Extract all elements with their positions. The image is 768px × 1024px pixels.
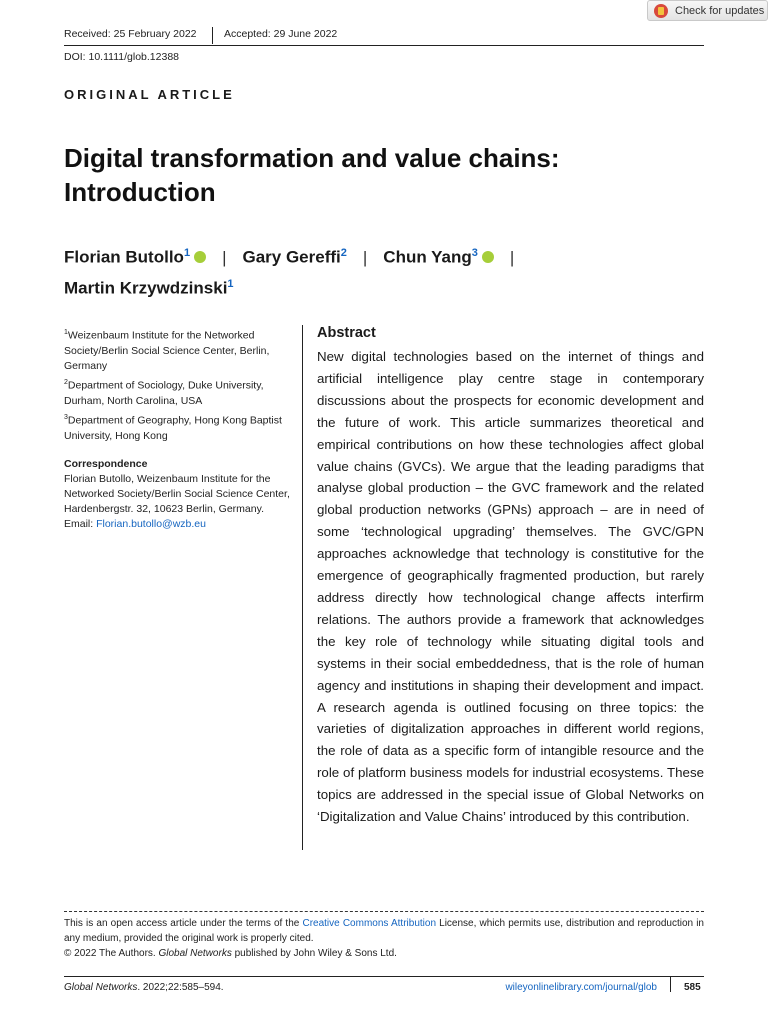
check-for-updates-button[interactable] (647, 0, 768, 21)
affil-text: Weizenbaum Institute for the Networked Society/Berlin Social Science Center, Berlin, Germany (64, 329, 270, 372)
orcid-icon[interactable] (194, 251, 206, 263)
license-post: License, which permits use, distribution and reproduction in any medium, provided the original work is properly cited. (64, 918, 704, 944)
author-affil-sup: 3 (471, 247, 478, 259)
license-pre: This is an open access article under the terms of the (64, 918, 303, 929)
abstract-rule (302, 325, 303, 850)
license-notice (64, 916, 704, 961)
page-number: 585 (684, 982, 701, 993)
article-type: ORIGINAL ARTICLE (64, 87, 235, 102)
author-separator: | (222, 247, 227, 267)
footer-citation-text: . 2022;22:585–594. (137, 982, 224, 993)
accepted-date: Accepted: 29 June 2022 (224, 28, 338, 40)
affiliation-2 (64, 375, 290, 409)
orcid-icon[interactable] (482, 251, 494, 263)
abstract-text: New digital technologies based on the internet of things and artificial intelligence play centre stage in contemporary discussions about the prospects for economic development and the future of work. This article summarizes theoretical and empirical contributions on how these technologies affect global value chains (GVCs). We argue that the leading paradigms that analyse global production – the GVC framework and the related global production networks (GPNs) approach – are in need of some ‘technological upgrading’ themselves. The GVC/GPN approaches acknowledge that technology is constitutive for the emergence of geographically fragmented production, but rarely address directly how technological change affects interfirm relations. The authors provide a framework that acknowledges the key role of technology while situating digital tools and systems in their social embeddedness, that is the role of human agency and institutions in shaping their development and impact. A research agenda is outlined focusing on three topics: the varieties of digitalization approaches in different world regions, the role of data as a specific form of intangible resource and the role of platform business models for industrial ecosystems. These topics are addressed in the special issue of Global Networks on ‘Digitalization and Value Chains’ introduced by this contribution. (317, 349, 704, 825)
affil-sup: 1 (64, 329, 68, 336)
cc-license-link[interactable]: Creative Commons Attribution (302, 918, 437, 929)
affil-text: Department of Geography, Hong Kong Baptist University, Hong Kong (64, 414, 282, 442)
correspondence-heading: Correspondence (64, 458, 148, 470)
article-title: Digital transformation and value chains: Introduction (64, 143, 560, 207)
crossmark-icon (654, 4, 668, 18)
copyright-journal: Global Networks (158, 948, 232, 959)
check-for-updates-label: Check for updates (675, 4, 765, 17)
footer-journal: Global Networks (64, 982, 138, 993)
author-affil-sup: 1 (227, 277, 234, 290)
email-link[interactable]: Florian.butollo@wzb.eu (96, 518, 206, 530)
copyright-pre: © 2022 The Authors. (64, 948, 159, 959)
correspondence-text: Florian Butollo, Weizenbaum Institute for the Networked Society/Berlin Social Science Center, Hardenbergstr. 32, 10623 Berlin, Germany. (64, 473, 290, 515)
affiliation-1 (64, 325, 290, 374)
affiliation-3 (64, 410, 290, 444)
affil-text: Department of Sociology, Duke University, Durham, North Carolina, USA (64, 379, 264, 407)
abstract-heading: Abstract (317, 325, 376, 341)
copyright-post: published by John Wiley & Sons Ltd. (231, 948, 397, 959)
author-name[interactable]: Florian Butollo (64, 247, 184, 267)
author-separator: | (509, 247, 515, 267)
author-name[interactable]: Chun Yang (383, 247, 472, 267)
author-name[interactable]: Gary Gereffi (242, 247, 341, 267)
correspondence-email-line (64, 517, 290, 532)
header-rule (64, 45, 704, 46)
doi[interactable]: DOI: 10.1111/glob.12388 (64, 51, 180, 63)
author-affil-sup: 2 (340, 247, 347, 259)
email-label: Email: (64, 518, 97, 530)
author-affil-sup: 1 (183, 247, 191, 259)
footer-journal-url[interactable]: wileyonlinelibrary.com/journal/glob (505, 982, 657, 993)
affil-sup: 3 (64, 414, 68, 421)
author-name[interactable]: Martin Krzywdzinski (64, 278, 228, 298)
received-date: Received: 25 February 2022 (64, 28, 197, 40)
correspondence-block (64, 457, 290, 532)
header-separator (212, 27, 213, 44)
license-divider (64, 911, 704, 912)
author-list (64, 240, 684, 301)
affil-sup: 2 (64, 379, 68, 386)
footer-rule (64, 976, 704, 977)
footer-citation (64, 982, 224, 993)
footer-separator (670, 977, 671, 992)
author-separator: | (362, 247, 368, 267)
